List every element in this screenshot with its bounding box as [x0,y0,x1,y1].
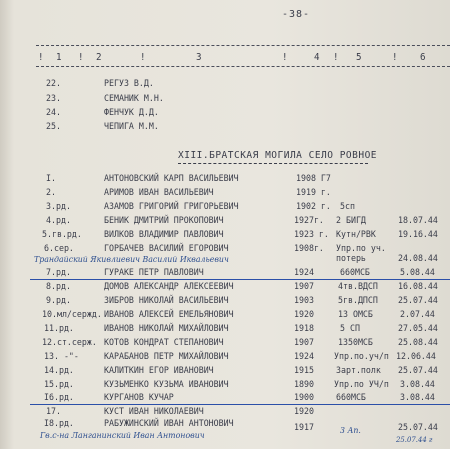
column-sep: ! [78,52,84,63]
military-unit: 5гв.ДПСП [338,296,378,306]
row-number: 2. [46,188,56,198]
row-number: 15.рд. [44,380,74,390]
column-label: 4 [314,52,320,63]
section-title: XIII.БРАТСКАЯ МОГИЛА СЕЛО РОВНОЕ [178,150,378,161]
handwritten-note: Гв.с-на Ланганинский Иван Антонович [40,431,205,441]
row-number: 3.рд. [46,202,71,212]
person-name: КОТОВ КОНДРАТ СТЕПАНОВИЧ [104,338,224,348]
birth-year: 1915 [294,366,314,376]
person-name: ИВАНОВ НИКОЛАЙ МИХАЙЛОВИЧ [104,324,229,334]
death-date: 25.08.44 [398,338,438,348]
row-number: 6.сер. [44,244,74,254]
row-number: 13. -"- [44,352,79,362]
death-date: 24.08.44 [398,254,438,264]
birth-year: 1907 [294,338,314,348]
birth-year: 1908г. [294,244,324,254]
page-number: -38- [282,9,311,20]
row-number: 5.гв.рд. [42,230,82,240]
header-top-rule [36,45,450,46]
birth-year: 1917 [294,423,314,433]
row-number: 25. [46,122,61,132]
row-number: I8.рд. [44,419,74,429]
person-name: КУРГАНОВ КУЧАР [104,393,174,403]
death-date: 25.07.44 [398,366,438,376]
death-date: 3.08.44 [400,393,435,403]
birth-year: 1919 г. [296,188,331,198]
death-date: 27.05.44 [398,324,438,334]
row-number: 7.рд. [46,268,71,278]
person-name: КАЛИТКИН ЕГОР ИВАНОВИЧ [104,366,214,376]
military-unit: 660МСБ [340,268,370,278]
person-name: АРИМОВ ИВАН ВАСИЛЬЕВИЧ [104,188,214,198]
death-date: 19.16.44 [398,230,438,240]
birth-year: 1908 Г7 [296,174,331,184]
death-date: 25.07.44 [398,296,438,306]
row-number: 17. [46,407,61,417]
military-unit: 5сп [340,202,355,212]
column-sep: ! [333,52,339,63]
death-date: 3.08.44 [400,380,435,390]
row-number: 11.рд. [44,324,74,334]
person-name: РАБУЖИНСКИЙ ИВАН АНТОНОВИЧ [104,419,234,429]
row-number: 10.мл/сержд. [42,310,102,320]
person-name: ЗИБРОВ НИКОЛАЙ ВАСИЛЬЕВИЧ [104,296,229,306]
death-date: 25.07.44 [398,423,438,433]
military-unit: 660МСБ [336,393,366,403]
death-date: 12.06.44 [396,352,436,362]
person-name: РЕГУЗ В.Д. [104,79,154,89]
person-name: КУЗЬМЕНКО КУЗЬМА ИВАНОВИЧ [104,380,229,390]
military-unit: 1350МСБ [338,338,373,348]
handwritten-unit: 3 Ап. [340,426,361,436]
birth-year: 1927г. [294,216,324,226]
person-name: ЧЕПИГА М.М. [104,122,159,132]
column-sep: ! [392,52,398,63]
birth-year: 1890 [294,380,314,390]
handwritten-note: Трандайский Якивлиевич Василий Иквальевич [34,255,229,265]
birth-year: 1924 [294,268,314,278]
person-name: ГОРБАЧЕВ ВАСИЛИЙ ЕГОРОВИЧ [104,244,229,254]
military-unit: 5 СП [340,324,360,334]
pen-underline-row16 [30,404,450,405]
header-bottom-rule [36,66,450,67]
row-number: 14.рд. [44,366,74,376]
column-label: 1 [56,52,62,63]
birth-year: 1907 [294,282,314,292]
person-name: КАРАБАНОВ ПЕТР МИХАЙЛОВИЧ [104,352,229,362]
death-date: 18.07.44 [398,216,438,226]
pen-underline-row7 [30,279,450,280]
row-number: 24. [46,108,61,118]
row-number: 22. [46,79,61,89]
birth-year: 1902 г. [296,202,331,212]
birth-year: 1920 [294,310,314,320]
row-number: 9.рд. [46,296,71,306]
military-unit: 13 ОМСБ [338,310,373,320]
person-name: ВИЛКОВ ВЛАДИМИР ПАВЛОВИЧ [104,230,224,240]
person-name: ГУРАКЕ ПЕТР ПАВЛОВИЧ [104,268,204,278]
person-name: ДОМОВ АЛЕКСАНДР АЛЕКСЕЕВИЧ [104,282,234,292]
column-sep: ! [38,52,44,63]
row-number: I. [46,174,56,184]
column-sep: ! [140,52,146,63]
military-unit: Зарт.полк [336,366,381,376]
birth-year: 1918 [294,324,314,334]
military-unit: Упр.по уч. потерь [336,244,386,264]
person-name: ИВАНОВ АЛЕКСЕЙ ЕМЕЛЬЯНОВИЧ [104,310,234,320]
birth-year: 1924 [294,352,314,362]
birth-year: 1903 [294,296,314,306]
column-label: 2 [96,52,102,63]
birth-year: 1900 [294,393,314,403]
column-label: 3 [196,52,202,63]
handwritten-date: 25.07.44 г [396,435,433,444]
death-date: 2.07.44 [400,310,435,320]
person-name: ФЕНЧУК Д.Д. [104,108,159,118]
column-sep: ! [282,52,288,63]
person-name: СЕМАНИК М.Н. [104,94,164,104]
death-date: 5.08.44 [400,268,435,278]
military-unit: Кутн/РВК [336,230,376,240]
row-number: 8.рд. [46,282,71,292]
person-name: АНТОНОВСКИЙ КАРП ВАСИЛЬЕВИЧ [104,174,239,184]
birth-year: 1920 [294,407,314,417]
person-name: БЕНИК ДМИТРИЙ ПРОКОПОВИЧ [104,216,224,226]
row-number: 4.рд. [46,216,71,226]
row-number: 23. [46,94,61,104]
birth-year: 1923 г. [294,230,329,240]
column-label: 6 [420,52,426,63]
military-unit: 4тв.ВДСП [338,282,378,292]
military-unit: Упр.по.уч/п [334,352,389,362]
death-date: 16.08.44 [398,282,438,292]
section-title-underline [178,163,368,164]
person-name: КУСТ ИВАН НИКОЛАЕВИЧ [104,407,204,417]
military-unit: 2 БИГД [336,216,366,226]
person-name: АЗАМОВ ГРИГОРИЙ ГРИГОРЬЕВИЧ [104,202,239,212]
military-unit: Упр.по УЧ/п [334,380,389,390]
row-number: 12.ст.серж. [42,338,97,348]
column-label: 5 [356,52,362,63]
row-number: I6.рд. [44,393,74,403]
